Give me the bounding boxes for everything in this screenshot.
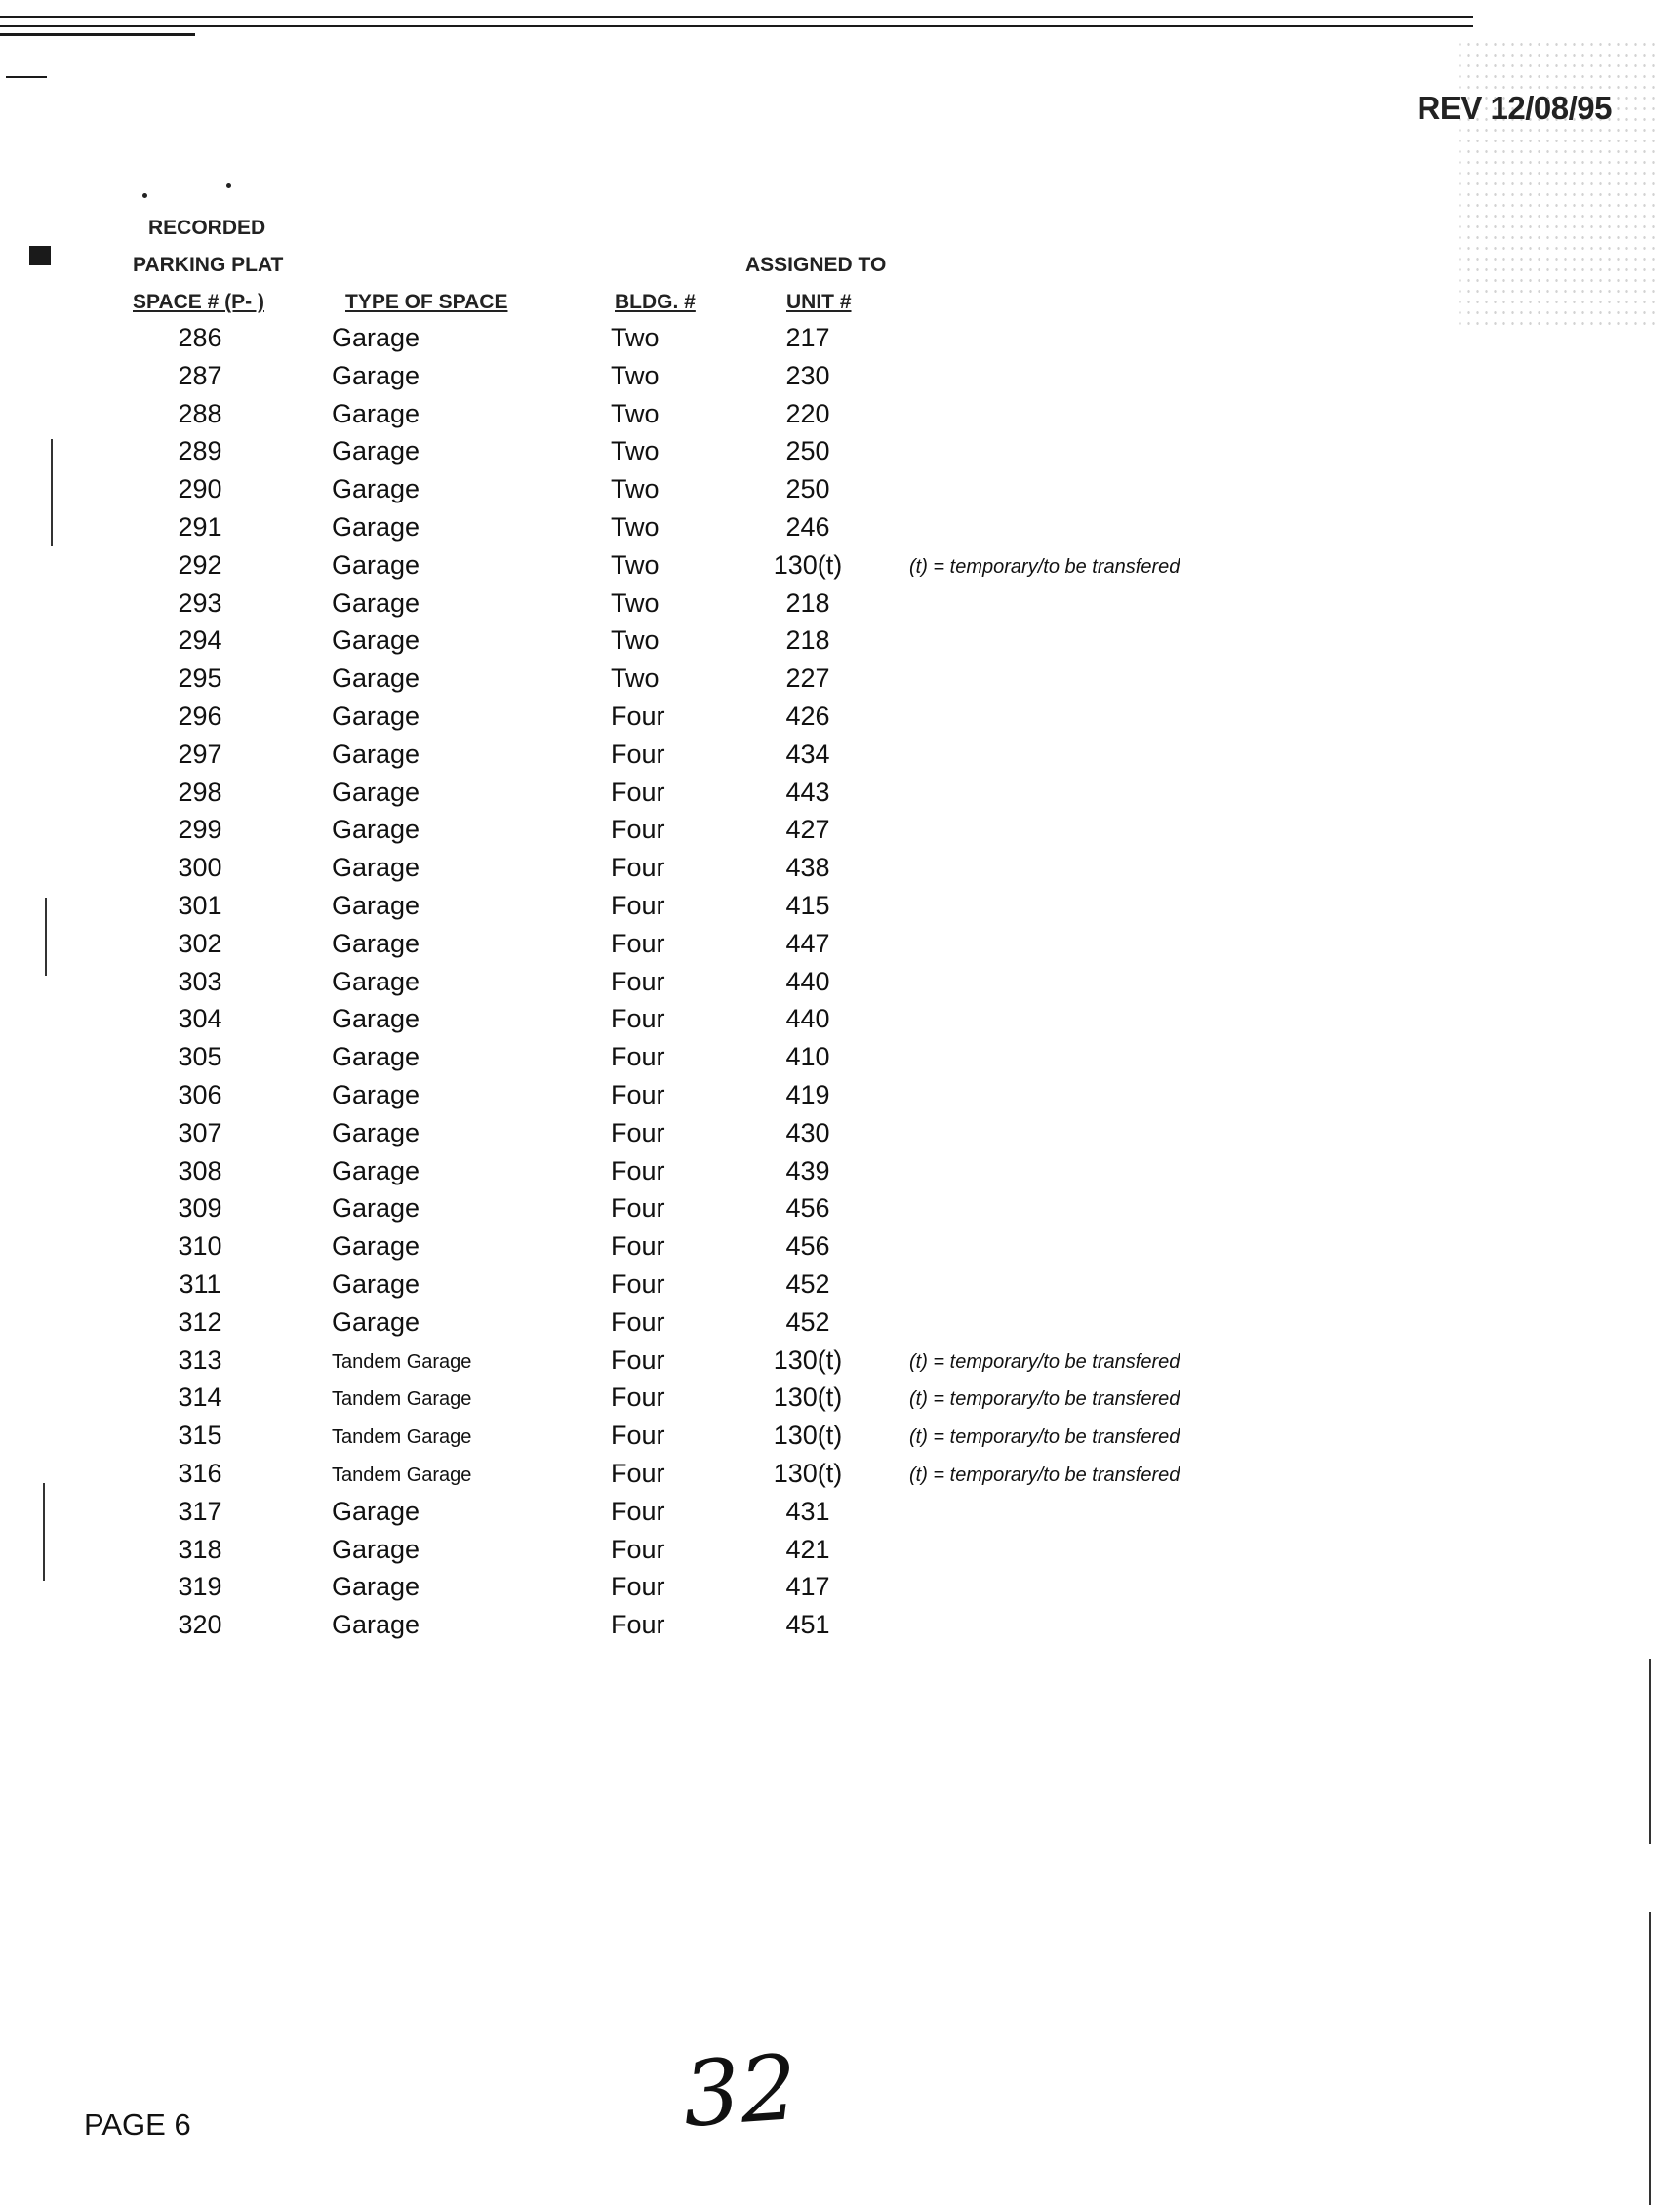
- row-space-type: Garage: [332, 474, 420, 503]
- row-space-type: Garage: [332, 891, 420, 920]
- row-building: Four: [611, 1535, 665, 1564]
- row-building: Two: [611, 399, 660, 428]
- row-unit: 447: [785, 929, 830, 958]
- row-building: Four: [611, 1156, 665, 1185]
- row-note: (t) = temporary/to be transfered: [909, 556, 1180, 578]
- row-building: Four: [611, 740, 665, 769]
- row-space-type: Garage: [332, 1042, 420, 1071]
- row-space-number: 320: [178, 1610, 222, 1639]
- row-unit: 439: [785, 1156, 830, 1185]
- row-unit: 452: [785, 1307, 830, 1337]
- row-building: Four: [611, 1307, 665, 1337]
- row-unit: 410: [785, 1042, 830, 1071]
- row-unit: 130(t): [773, 1421, 843, 1450]
- row-space-number: 307: [178, 1118, 222, 1147]
- row-note: (t) = temporary/to be transfered: [909, 1388, 1180, 1410]
- scan-left-rule: [45, 898, 47, 976]
- row-space-number: 306: [178, 1080, 222, 1109]
- row-space-type: Garage: [332, 588, 420, 618]
- row-space-number: 293: [178, 588, 222, 618]
- header-type-of-space: TYPE OF SPACE: [345, 291, 508, 313]
- row-unit: 434: [785, 740, 830, 769]
- row-space-type: Garage: [332, 550, 420, 580]
- row-unit: 227: [785, 663, 830, 693]
- row-note: (t) = temporary/to be transfered: [909, 1465, 1180, 1486]
- row-space-type: Garage: [332, 1193, 420, 1223]
- row-building: Four: [611, 1004, 665, 1033]
- header-assigned-to: ASSIGNED TO: [745, 254, 887, 276]
- row-unit: 440: [785, 1004, 830, 1033]
- row-unit: 443: [785, 778, 830, 807]
- row-unit: 430: [785, 1118, 830, 1147]
- row-unit: 246: [785, 512, 830, 542]
- row-building: Two: [611, 474, 660, 503]
- row-unit: 130(t): [773, 550, 843, 580]
- row-space-type: Tandem Garage: [332, 1465, 472, 1486]
- header-dot: [142, 193, 147, 198]
- row-space-type: Garage: [332, 512, 420, 542]
- row-space-type: Garage: [332, 1231, 420, 1261]
- row-space-number: 297: [178, 740, 222, 769]
- row-space-number: 287: [178, 361, 222, 390]
- row-unit: 218: [785, 588, 830, 618]
- scan-left-block: [29, 246, 51, 265]
- row-space-number: 316: [178, 1459, 222, 1488]
- row-space-number: 289: [178, 436, 222, 465]
- row-unit: 438: [785, 853, 830, 882]
- row-building: Four: [611, 815, 665, 844]
- row-building: Four: [611, 1231, 665, 1261]
- row-space-number: 312: [178, 1307, 222, 1337]
- row-building: Four: [611, 967, 665, 996]
- row-building: Four: [611, 1610, 665, 1639]
- row-unit: 250: [785, 474, 830, 503]
- row-unit: 417: [785, 1572, 830, 1601]
- row-unit: 456: [785, 1193, 830, 1223]
- row-space-number: 313: [178, 1345, 222, 1375]
- row-unit: 230: [785, 361, 830, 390]
- revision-date: REV 12/08/95: [1417, 90, 1612, 126]
- row-building: Two: [611, 323, 660, 352]
- row-space-number: 304: [178, 1004, 222, 1033]
- row-space-number: 288: [178, 399, 222, 428]
- row-building: Four: [611, 1042, 665, 1071]
- row-building: Four: [611, 1421, 665, 1450]
- row-unit: 419: [785, 1080, 830, 1109]
- row-unit: 456: [785, 1231, 830, 1261]
- scan-left-rule: [51, 439, 53, 546]
- row-space-number: 295: [178, 663, 222, 693]
- row-building: Four: [611, 1383, 665, 1412]
- header-recorded: RECORDED: [148, 217, 266, 239]
- row-space-number: 319: [178, 1572, 222, 1601]
- row-space-type: Garage: [332, 929, 420, 958]
- row-unit: 421: [785, 1535, 830, 1564]
- row-space-type: Garage: [332, 778, 420, 807]
- row-building: Two: [611, 663, 660, 693]
- row-building: Four: [611, 1118, 665, 1147]
- scan-top-line: [0, 25, 1473, 27]
- row-space-type: Garage: [332, 399, 420, 428]
- row-unit: 130(t): [773, 1345, 843, 1375]
- row-building: Four: [611, 853, 665, 882]
- row-space-type: Garage: [332, 1004, 420, 1033]
- row-space-number: 286: [178, 323, 222, 352]
- row-unit: 250: [785, 436, 830, 465]
- row-space-number: 294: [178, 625, 222, 655]
- row-space-type: Garage: [332, 967, 420, 996]
- row-building: Four: [611, 702, 665, 731]
- row-space-type: Garage: [332, 853, 420, 882]
- row-building: Four: [611, 1080, 665, 1109]
- row-space-number: 305: [178, 1042, 222, 1071]
- row-building: Four: [611, 1572, 665, 1601]
- row-unit: 452: [785, 1269, 830, 1299]
- row-building: Four: [611, 778, 665, 807]
- row-building: Two: [611, 625, 660, 655]
- scan-noise: [1456, 39, 1660, 332]
- row-building: Two: [611, 436, 660, 465]
- row-unit: 220: [785, 399, 830, 428]
- row-space-number: 309: [178, 1193, 222, 1223]
- row-space-type: Tandem Garage: [332, 1426, 472, 1448]
- row-space-type: Garage: [332, 625, 420, 655]
- row-space-number: 301: [178, 891, 222, 920]
- row-space-number: 318: [178, 1535, 222, 1564]
- row-space-number: 290: [178, 474, 222, 503]
- header-space-number: SPACE # (P- ): [133, 291, 264, 313]
- row-space-number: 308: [178, 1156, 222, 1185]
- row-building: Two: [611, 588, 660, 618]
- row-space-type: Garage: [332, 436, 420, 465]
- row-unit: 218: [785, 625, 830, 655]
- row-space-number: 314: [178, 1383, 222, 1412]
- row-building: Two: [611, 550, 660, 580]
- row-space-type: Garage: [332, 1535, 420, 1564]
- row-space-number: 302: [178, 929, 222, 958]
- row-space-type: Garage: [332, 1080, 420, 1109]
- row-building: Four: [611, 891, 665, 920]
- row-space-number: 291: [178, 512, 222, 542]
- row-note: (t) = temporary/to be transfered: [909, 1351, 1180, 1373]
- row-building: Two: [611, 361, 660, 390]
- header-unit-number: UNIT #: [786, 291, 852, 313]
- row-space-number: 317: [178, 1497, 222, 1526]
- scan-right-rule: [1649, 1912, 1651, 2205]
- row-space-number: 299: [178, 815, 222, 844]
- row-space-number: 310: [178, 1231, 222, 1261]
- row-space-type: Tandem Garage: [332, 1351, 472, 1373]
- row-unit: 431: [785, 1497, 830, 1526]
- row-space-type: Garage: [332, 815, 420, 844]
- scan-left-rule: [43, 1483, 45, 1581]
- row-space-type: Garage: [332, 361, 420, 390]
- row-building: Four: [611, 1269, 665, 1299]
- row-space-type: Tandem Garage: [332, 1388, 472, 1410]
- handwritten-page-number: 32: [679, 2035, 801, 2147]
- row-space-number: 311: [179, 1269, 221, 1299]
- row-unit: 451: [785, 1610, 830, 1639]
- row-space-number: 298: [178, 778, 222, 807]
- row-space-type: Garage: [332, 1610, 420, 1639]
- row-building: Four: [611, 1193, 665, 1223]
- row-space-type: Garage: [332, 1497, 420, 1526]
- row-unit: 426: [785, 702, 830, 731]
- row-building: Four: [611, 1459, 665, 1488]
- row-unit: 440: [785, 967, 830, 996]
- row-space-type: Garage: [332, 663, 420, 693]
- row-space-number: 300: [178, 853, 222, 882]
- row-building: Four: [611, 929, 665, 958]
- row-building: Four: [611, 1497, 665, 1526]
- row-space-type: Garage: [332, 1307, 420, 1337]
- row-space-number: 296: [178, 702, 222, 731]
- row-building: Two: [611, 512, 660, 542]
- row-space-type: Garage: [332, 323, 420, 352]
- row-space-type: Garage: [332, 1572, 420, 1601]
- row-space-type: Garage: [332, 702, 420, 731]
- row-space-type: Garage: [332, 1118, 420, 1147]
- scan-top-line: [0, 33, 195, 36]
- row-space-type: Garage: [332, 1269, 420, 1299]
- row-space-number: 303: [178, 967, 222, 996]
- header-parking-plat: PARKING PLAT: [133, 254, 284, 276]
- page-label: PAGE 6: [84, 2107, 191, 2142]
- row-note: (t) = temporary/to be transfered: [909, 1426, 1180, 1448]
- row-unit: 130(t): [773, 1383, 843, 1412]
- header-dot: [226, 183, 231, 188]
- row-space-number: 315: [178, 1421, 222, 1450]
- row-unit: 130(t): [773, 1459, 843, 1488]
- header-bldg-number: BLDG. #: [615, 291, 696, 313]
- row-building: Four: [611, 1345, 665, 1375]
- row-space-type: Garage: [332, 1156, 420, 1185]
- row-unit: 415: [785, 891, 830, 920]
- row-space-number: 292: [178, 550, 222, 580]
- scan-top-line: [0, 16, 1473, 18]
- row-unit: 217: [785, 323, 830, 352]
- row-unit: 427: [785, 815, 830, 844]
- scan-right-rule: [1649, 1659, 1651, 1844]
- scan-left-dash: [6, 76, 47, 78]
- row-space-type: Garage: [332, 740, 420, 769]
